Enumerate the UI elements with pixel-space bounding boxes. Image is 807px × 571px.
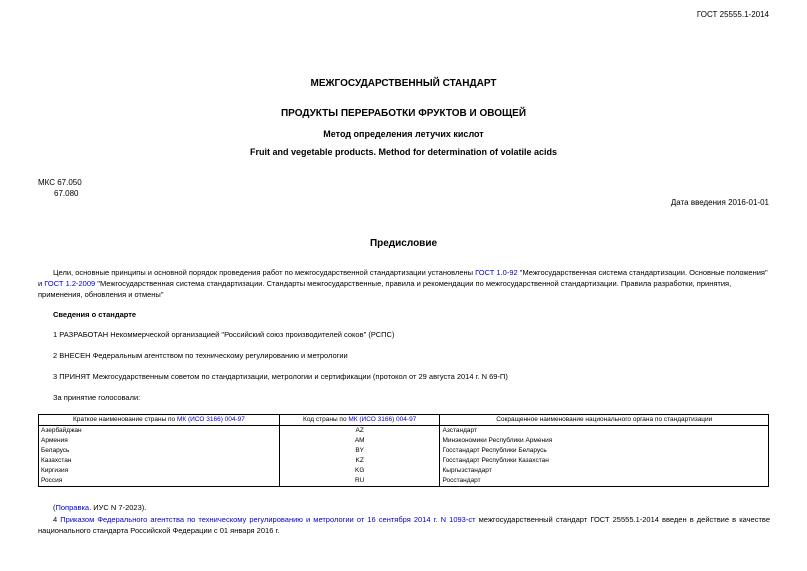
table-row — [39, 436, 769, 446]
mk-iso-link-1[interactable]: МК (ИСО 3166) 004-97 — [176, 416, 245, 423]
header-org: Сокращенное наименование национального органа по стандартизации — [440, 415, 769, 426]
country-cell: Азербайджан — [39, 426, 280, 437]
country-cell: Армения — [39, 436, 280, 446]
preface-heading: Предисловие — [369, 238, 438, 249]
header-country: Краткое наименование страны по МК (ИСО 3166) 004-97 — [39, 415, 280, 426]
method-title: Метод определения летучих кислот — [323, 129, 484, 139]
english-title: Fruit and vegetable products. Method for determination of volatile acids — [249, 147, 558, 157]
table-row — [39, 466, 769, 476]
code-cell: KG — [279, 466, 440, 476]
org-cell: Росстандарт — [440, 476, 769, 487]
preface-text-start: Цели, основные принципы и основной порядок проведения работ по межгосударственной стандартизации установлены — [53, 268, 476, 277]
table-header-row — [39, 415, 769, 426]
item-4-paragraph: 4 Приказом Федерального агентства по техническому регулированию и метрологии от 16 сентября 2014 г. N 1093-ст межгосударственный стандарт ГОСТ 25555.1-2014 введен в действие в качестве национального стандарта Российской Федерации с 01 января 2016 г. — [38, 515, 770, 535]
preface-paragraph — [38, 267, 770, 300]
standard-type: МЕЖГОСУДАРСТВЕННЫЙ СТАНДАРТ — [310, 78, 497, 89]
org-cell: Кыргызстандарт — [440, 466, 769, 476]
preface-text-mid: "Межгосударственная система стандартизации. Основные положения" и — [38, 268, 768, 288]
country-cell: Беларусь — [39, 446, 280, 456]
gost-1-0-link[interactable]: ГОСТ 1.0-92 — [475, 268, 518, 277]
voted-label: За принятие голосовали: — [53, 393, 141, 402]
amendment-link[interactable]: Поправка — [55, 503, 90, 512]
amendment-note: (Поправка. ИУС N 7-2023). — [53, 503, 147, 512]
table-row — [39, 446, 769, 456]
document-title: ПРОДУКТЫ ПЕРЕРАБОТКИ ФРУКТОВ И ОВОЩЕЙ — [280, 108, 527, 119]
preface-text-end: "Межгосударственная система стандартизации. Стандарты межгосударственные, правила и рекомендации по межгосударственной стандартизации. Правила разработки, принятия, применения, обновления и отмены" — [38, 279, 732, 299]
code-cell: BY — [279, 446, 440, 456]
order-link[interactable]: Приказом Федерального агентства по техническому регулированию и метрологии от 16 сентября 2014 г. N 1093-ст — [60, 515, 476, 524]
table-row — [39, 456, 769, 466]
info-item-1: 1 РАЗРАБОТАН Некоммерческой организацией "Российский союз производителей соков" (РСПС) — [53, 330, 395, 339]
table-row — [39, 426, 769, 437]
country-cell: Киргизия — [39, 466, 280, 476]
mks-code-1: МКС 67.050 — [38, 178, 82, 187]
code-cell: AZ — [279, 426, 440, 437]
country-cell: Россия — [39, 476, 280, 487]
country-cell: Казахстан — [39, 456, 280, 466]
document-code: ГОСТ 25555.1-2014 — [696, 10, 769, 19]
code-cell: RU — [279, 476, 440, 487]
org-cell: Минэкономики Республики Армения — [440, 436, 769, 446]
code-cell: AM — [279, 436, 440, 446]
table-row — [39, 476, 769, 487]
effective-date: Дата введения 2016-01-01 — [670, 198, 769, 207]
info-item-2: 2 ВНЕСЕН Федеральным агентством по техническому регулированию и метрологии — [53, 351, 348, 360]
org-cell: Госстандарт Республики Беларусь — [440, 446, 769, 456]
info-heading: Сведения о стандарте — [53, 310, 137, 319]
header-code: Код страны по МК (ИСО 3166) 004-97 — [279, 415, 440, 426]
mk-iso-link-2[interactable]: МК (ИСО 3166) 004-97 — [348, 416, 417, 423]
mks-code-2: 67.080 — [54, 189, 79, 198]
voting-table — [38, 414, 769, 487]
org-cell: Азстандарт — [440, 426, 769, 437]
org-cell: Госстандарт Республики Казахстан — [440, 456, 769, 466]
code-cell: KZ — [279, 456, 440, 466]
gost-1-2-link[interactable]: ГОСТ 1.2-2009 — [44, 279, 96, 288]
info-item-3: 3 ПРИНЯТ Межгосударственным советом по стандартизации, метрологии и сертификации (протокол от 29 августа 2014 г. N 69-П) — [53, 372, 508, 381]
